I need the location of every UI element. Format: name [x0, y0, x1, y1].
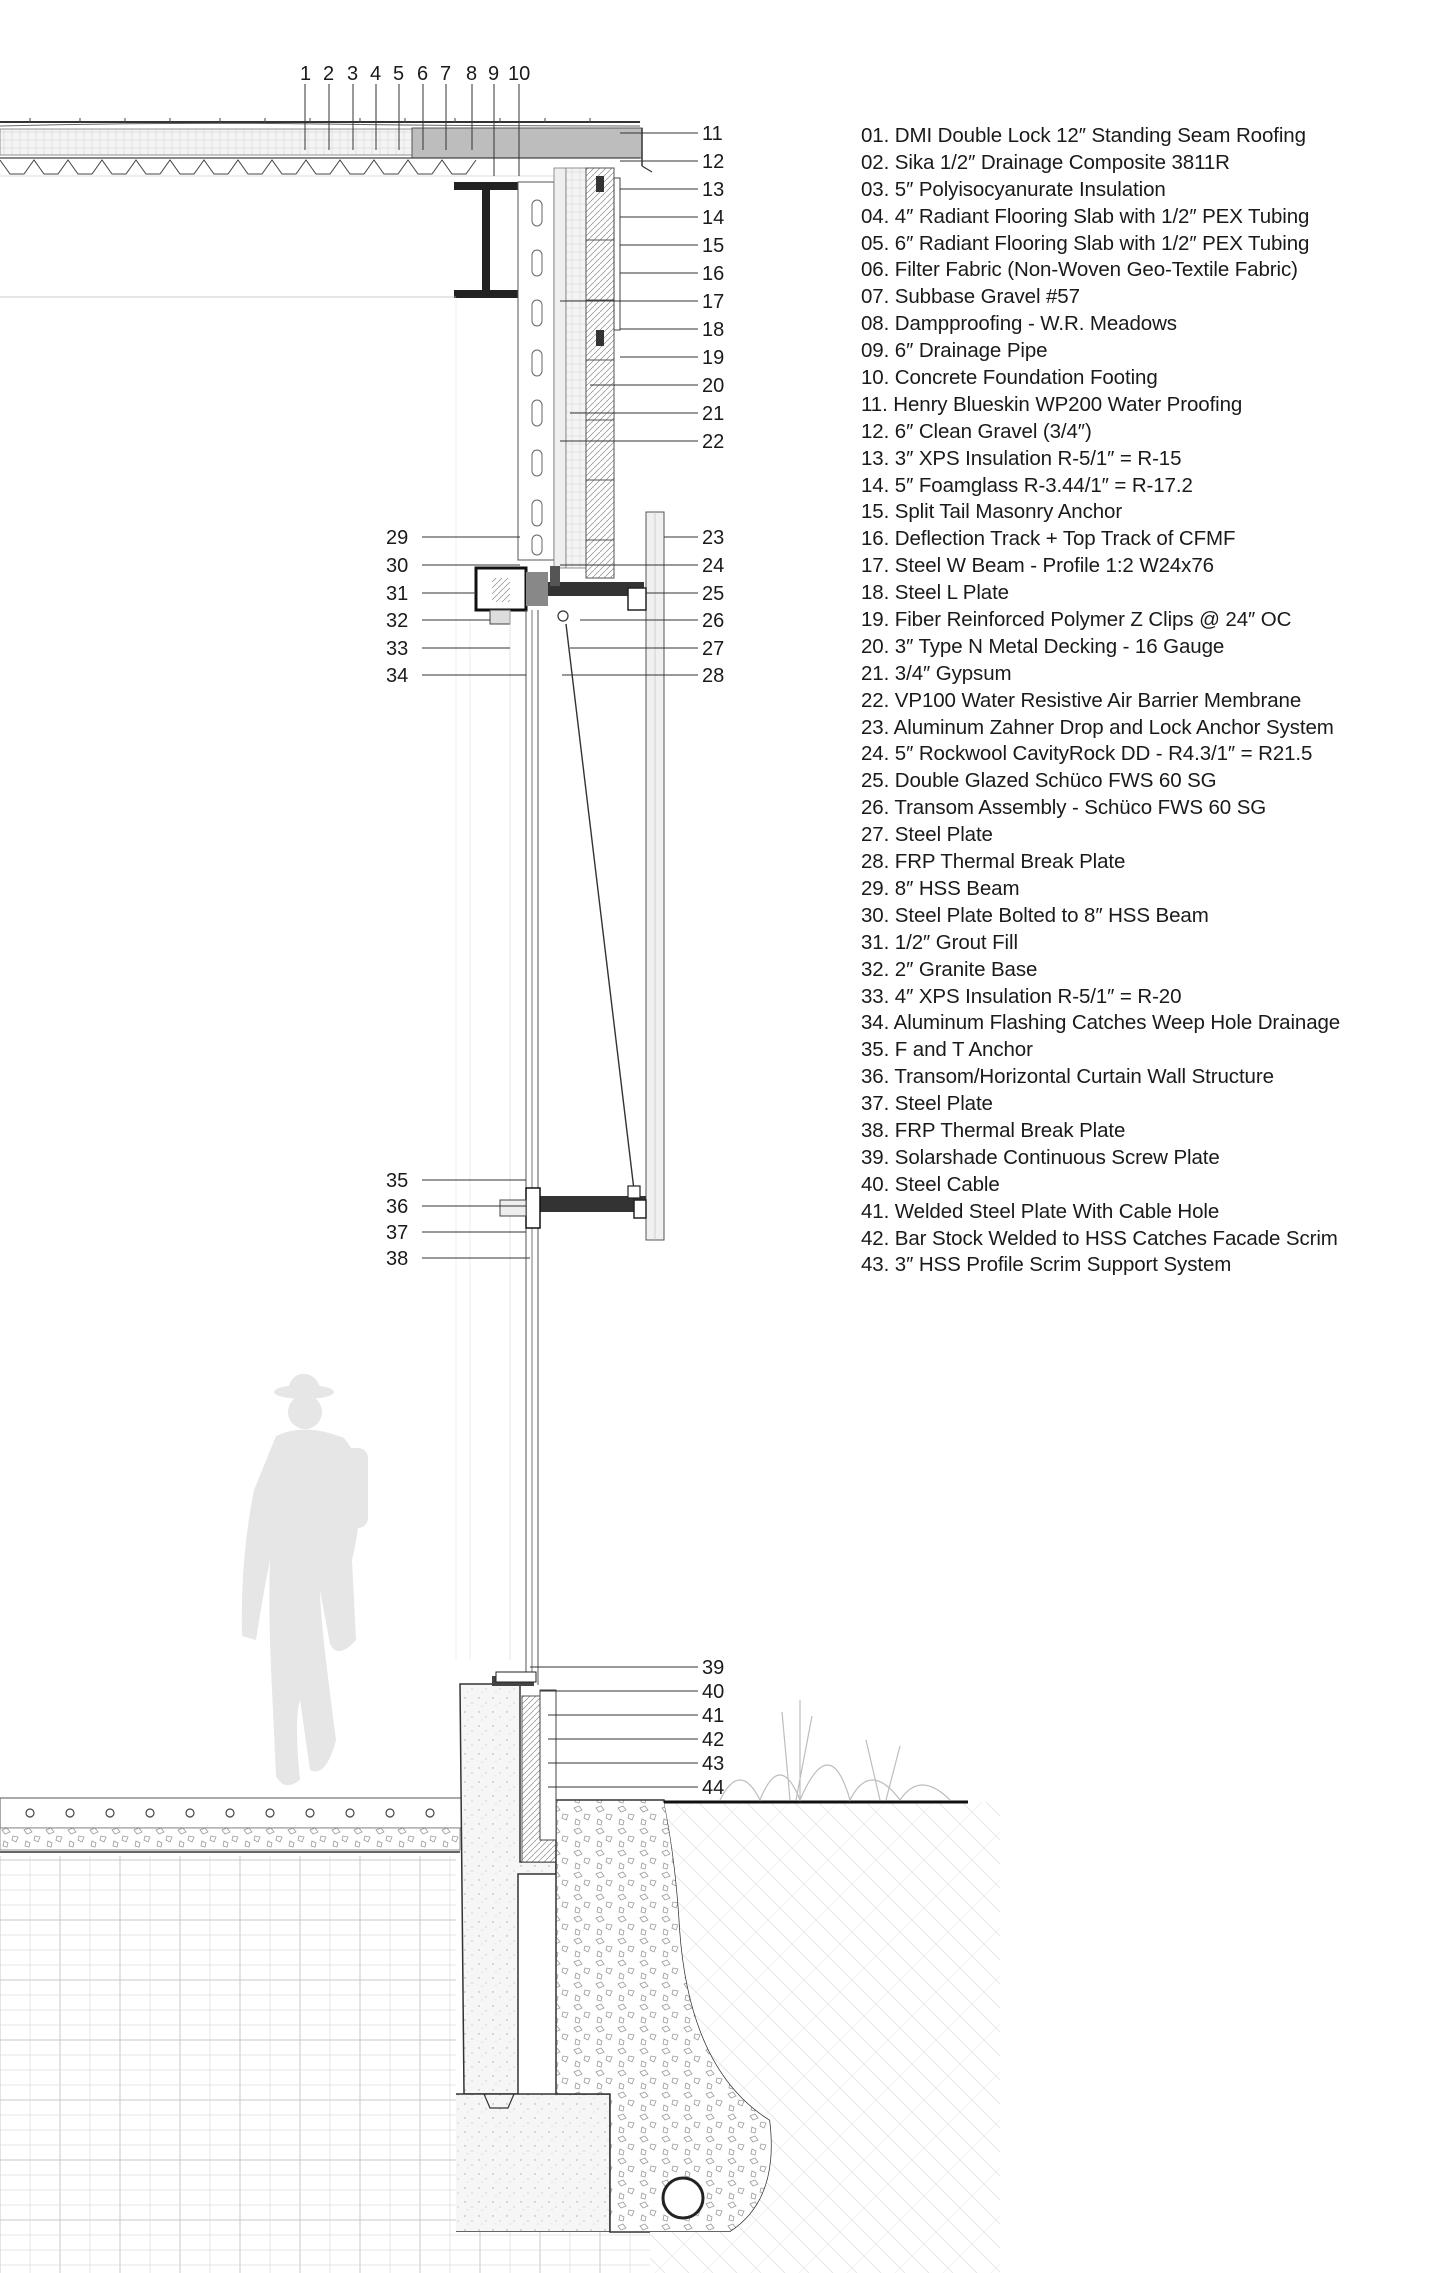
callout-39: 39: [702, 1657, 725, 1679]
legend-item: 20. 3″ Type N Metal Decking - 16 Gauge: [861, 634, 1225, 658]
base-callouts: [702, 1657, 724, 1799]
steel-w-beam: [0, 182, 518, 298]
legend-item: 16. Deflection Track + Top Track of CFMF: [861, 527, 1236, 551]
callout-leaders: [305, 84, 698, 1787]
callout-7: 7: [440, 63, 452, 85]
legend-item: 40. Steel Cable: [861, 1172, 1000, 1196]
callout-32: 32: [386, 610, 409, 632]
callout-15: 15: [702, 235, 725, 257]
legend-item: 17. Steel W Beam - Profile 1:2 W24x76: [861, 554, 1214, 578]
callout-22: 22: [702, 431, 725, 453]
callout-12: 12: [702, 151, 725, 173]
callout-36: 36: [386, 1196, 409, 1218]
callout-17: 17: [702, 291, 725, 313]
legend-item: 14. 5″ Foamglass R-3.44/1″ = R-17.2: [861, 473, 1193, 497]
callout-27: 27: [702, 638, 725, 660]
callout-9: 9: [488, 63, 500, 85]
legend-item: 30. Steel Plate Bolted to 8″ HSS Beam: [861, 903, 1209, 927]
top-callouts: [300, 63, 530, 85]
callout-11: 11: [702, 123, 723, 145]
legend-item: 04. 4″ Radiant Flooring Slab with 1/2″ PEX Tubing: [861, 204, 1310, 228]
callout-34: 34: [386, 665, 409, 687]
callout-40: 40: [702, 1681, 725, 1703]
callout-4: 4: [370, 63, 382, 85]
legend-item: 27. Steel Plate: [861, 823, 993, 847]
callout-41: 41: [702, 1705, 725, 1727]
exterior-wall: [518, 168, 620, 578]
legend-item: 29. 8″ HSS Beam: [861, 876, 1020, 900]
legend-item: 21. 3/4″ Gypsum: [861, 661, 1012, 685]
callout-5: 5: [393, 63, 405, 85]
legend-item: 34. Aluminum Flashing Catches Weep Hole Drainage: [861, 1011, 1341, 1035]
legend-item: 05. 6″ Radiant Flooring Slab with 1/2″ PEX Tubing: [861, 231, 1310, 255]
legend-item: 36. Transom/Horizontal Curtain Wall Structure: [861, 1065, 1274, 1089]
steel-cable: [566, 624, 634, 1190]
callout-44: 44: [702, 1777, 725, 1799]
legend-item: 01. DMI Double Lock 12″ Standing Seam Roofing: [861, 124, 1306, 147]
legend-item: 25. Double Glazed Schüco FWS 60 SG: [861, 769, 1217, 793]
callout-35: 35: [386, 1170, 409, 1192]
floor-slab: [0, 1798, 476, 1852]
legend-item: 18. Steel L Plate: [861, 581, 1009, 605]
legend-item: 31. 1/2″ Grout Fill: [861, 930, 1018, 954]
legend-item: 13. 3″ XPS Insulation R-5/1″ = R-15: [861, 446, 1182, 470]
drainage-pipe: [663, 2178, 703, 2218]
roof-assembly: [0, 118, 652, 176]
callout-24: 24: [702, 555, 725, 577]
callout-43: 43: [702, 1753, 725, 1775]
legend-item: 42. Bar Stock Welded to HSS Catches Facade Scrim: [861, 1226, 1338, 1250]
callout-23: 23: [702, 527, 725, 549]
legend-item: 35. F and T Anchor: [861, 1038, 1033, 1062]
callout-19: 19: [702, 347, 725, 369]
callout-8: 8: [466, 63, 478, 85]
callout-28: 28: [702, 665, 725, 687]
callout-25: 25: [702, 583, 725, 605]
callout-1: 1: [300, 63, 312, 85]
legend-item: 09. 6″ Drainage Pipe: [861, 339, 1048, 363]
callout-26: 26: [702, 610, 725, 632]
legend-item: 07. Subbase Gravel #57: [861, 285, 1080, 309]
callout-10: 10: [508, 63, 531, 85]
legend-item: 28. FRP Thermal Break Plate: [861, 850, 1126, 874]
callout-6: 6: [417, 63, 429, 85]
legend-item: 41. Welded Steel Plate With Cable Hole: [861, 1199, 1220, 1223]
callout-30: 30: [386, 555, 409, 577]
callout-20: 20: [702, 375, 725, 397]
left-callouts: [386, 527, 408, 687]
callout-16: 16: [702, 263, 725, 285]
legend-item: 24. 5″ Rockwool CavityRock DD - R4.3/1″ = R21.5: [861, 742, 1313, 766]
right-callouts: [702, 123, 724, 687]
callout-13: 13: [702, 179, 725, 201]
legend-item: 23. Aluminum Zahner Drop and Lock Anchor System: [861, 715, 1334, 739]
callout-14: 14: [702, 207, 725, 229]
mid-callouts: [386, 1170, 408, 1270]
legend-item: 39. Solarshade Continuous Screw Plate: [861, 1145, 1220, 1169]
legend-item: 11. Henry Blueskin WP200 Water Proofing: [861, 392, 1243, 416]
callout-42: 42: [702, 1729, 725, 1751]
legend-item: 02. Sika 1/2″ Drainage Composite 3811R: [861, 150, 1230, 174]
callout-29: 29: [386, 527, 409, 549]
legend-item: 03. 5″ Polyisocyanurate Insulation: [861, 177, 1166, 201]
legend-item: 10. Concrete Foundation Footing: [861, 366, 1158, 390]
legend-item: 26. Transom Assembly - Schüco FWS 60 SG: [861, 796, 1267, 820]
callout-37: 37: [386, 1222, 409, 1244]
legend-item: 37. Steel Plate: [861, 1092, 993, 1116]
callout-2: 2: [323, 63, 335, 85]
callout-3: 3: [347, 63, 359, 85]
callout-33: 33: [386, 638, 409, 660]
planting: [720, 1700, 950, 1800]
legend-item: 06. Filter Fabric (Non-Woven Geo-Textile Fabric): [861, 258, 1298, 282]
legend-item: 32. 2″ Granite Base: [861, 957, 1038, 981]
legend-item: 38. FRP Thermal Break Plate: [861, 1118, 1126, 1142]
legend-item: 33. 4″ XPS Insulation R-5/1″ = R-20: [861, 984, 1182, 1008]
legend-item: 22. VP100 Water Resistive Air Barrier Membrane: [861, 688, 1302, 712]
legend-item: 08. Dampproofing - W.R. Meadows: [861, 312, 1177, 336]
legend-item: 12. 6″ Clean Gravel (3/4″): [861, 419, 1092, 443]
facade-scrim: [646, 512, 664, 1240]
material-legend: [861, 123, 1421, 1279]
legend-item: 43. 3″ HSS Profile Scrim Support System: [861, 1253, 1232, 1277]
legend-item: 15. Split Tail Masonry Anchor: [861, 500, 1123, 524]
upper-transom: [476, 566, 646, 624]
callout-31: 31: [386, 583, 409, 605]
callout-38: 38: [386, 1248, 409, 1270]
callout-18: 18: [702, 319, 725, 341]
human-scale-silhouette: [242, 1374, 368, 1785]
legend-item: 19. Fiber Reinforced Polymer Z Clips @ 24″ OC: [861, 608, 1292, 632]
lower-transom: [500, 1186, 646, 1228]
callout-21: 21: [702, 403, 725, 425]
